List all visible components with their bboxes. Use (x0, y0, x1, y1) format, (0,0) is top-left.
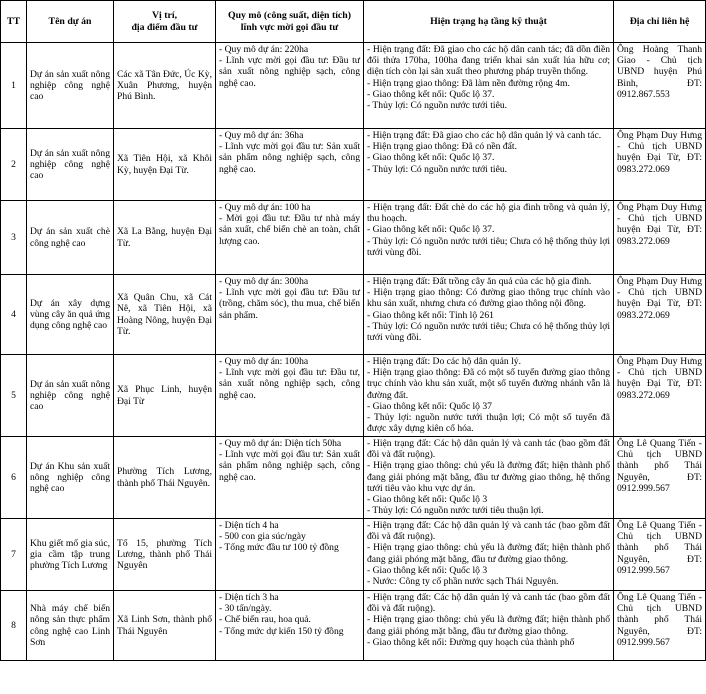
table-row (1, 201, 706, 275)
infra-line: - Hiện trạng giao thông: chủ yếu là đường đất; hiện thành phố đang giải phóng mặt bằng, đầu tư đường giao thông. (367, 614, 610, 637)
project-name: Dự án sản xuất nông nghiệp công nghệ cao (27, 355, 114, 437)
table-row (1, 275, 706, 355)
scale-line: - Diện tích 3 ha (219, 592, 279, 603)
infra-line: - Thủy lợi: Có nguồn nước tưới tiêu; Chưa có hệ thống thủy lợi tưới vùng đồi. (367, 235, 610, 258)
infra-line: - Giao thông kết nối: Đường quy hoạch của thành phố (367, 636, 575, 648)
scale-line: - Quy mô dự án: 100 ha (219, 202, 311, 213)
contact-address: Ông Lê Quang Tiến - Chủ tịch UBND thành phố Thái Nguyên, ĐT: 0912.999.567 (614, 519, 706, 591)
project-location: Phường Tích Lương, thành phố Thái Nguyên. (114, 437, 216, 519)
scale-line: - 500 con gia súc/ngày (219, 531, 306, 543)
infra-line: - Giao thông kết nối: Tỉnh lộ 261 (367, 309, 494, 321)
scale-line: - Quy mô dự án: Diện tích 50ha (219, 438, 342, 449)
infra-line: - Hiện trạng giao thông: Đã có một số tuyến đường giao thông trục chính vào khu sản xuất, một số tuyến đường nhánh vẫn là đường đất. (367, 367, 610, 401)
infra-line: - Giao thông kết nối: Quốc lộ 37 (367, 400, 492, 412)
table-row (1, 355, 706, 437)
header-infra: Hiện trạng hạ tầng kỹ thuật (364, 1, 614, 43)
contact-address: Ông Phạm Duy Hưng - Chủ tịch UBND huyện Đại Từ, ĐT: 0983.272.069 (614, 201, 706, 275)
table-row (1, 437, 706, 519)
project-scale (216, 437, 364, 519)
row-number: 1 (1, 43, 27, 129)
scale-line: - Quy mô dự án: 300ha (219, 276, 309, 287)
project-scale (216, 519, 364, 591)
infra-line: - Giao thông kết nối: Quốc lộ 37. (367, 224, 495, 236)
infra-line: - Hiện trạng giao thông: Có đường giao thông trục chính vào khu sản xuất, nhưng chưa có đường giao thông nội đồng. (367, 287, 610, 310)
infra-line: - Thủy lợi: Có nguồn nước tưới tiêu thuận lợi. (367, 505, 544, 517)
project-name: Dự án Khu sản xuất nông nghiệp công nghệ cao (27, 437, 114, 519)
scale-line: - Chế biến rau, hoa quả. (219, 614, 311, 626)
project-location: Xã La Bằng, huyện Đại Từ. (114, 201, 216, 275)
scale-line: - Lĩnh vực mời gọi đầu tư: Đầu tư sản xuất nông nghiệp sạch, công nghệ cao. (219, 55, 360, 89)
project-location: Tổ 15, phường Tích Lương, thành phố Thái Nguyên (114, 519, 216, 591)
infrastructure-status (364, 129, 614, 201)
infra-line: - Hiện trạng đất: Đất trồng cây ăn quả của các hộ gia đình. (367, 276, 592, 287)
project-name: Dự án xây dựng vùng cây ăn quả ứng dụng công nghệ cao (27, 275, 114, 355)
infra-line: - Hiện trạng đất: Các hộ dân quản lý và canh tác (bao gồm đất đồi và đất ruộng). (367, 438, 610, 461)
header-row (1, 1, 706, 43)
scale-line: - Lĩnh vực mời gọi đầu tư: Sản xuất sản phẩm nông nghiệp sạch, công nghệ cao. (219, 141, 360, 175)
project-name: Khu giết mổ gia súc, gia cầm tập trung phường Tích Lương (27, 519, 114, 591)
infra-line: - Giao thông kết nối: Quốc lộ 37. (367, 152, 495, 164)
row-number: 2 (1, 129, 27, 201)
project-scale (216, 591, 364, 661)
scale-line: - Tổng mức dự kiến 150 tỷ đồng (219, 625, 344, 637)
scale-line: - Quy mô dự án: 36ha (219, 130, 304, 141)
row-number: 3 (1, 201, 27, 275)
infra-line: - Hiện trạng giao thông: Đã có nền đất. (367, 141, 517, 153)
contact-address: Ông Lê Quang Tiến - Chủ tịch UBND thành phố Thái Nguyên, ĐT: 0912.999.567 (614, 437, 706, 519)
scale-line: - Quy mô dự án: 220ha (219, 44, 309, 55)
header-name: Tên dự án (27, 1, 114, 43)
project-scale (216, 129, 364, 201)
scale-line: - 30 tấn/ngày. (219, 603, 272, 615)
table-row (1, 129, 706, 201)
project-scale (216, 43, 364, 129)
infra-line: - Hiện trạng đất: Đã giao cho các hộ dân canh tác; đã dồn điền đổi thửa 170ha, 100ha đang triển khai sản xuất lúa hữu cơ; diện tích còn lại sản xuất theo phương pháp truyền thống. (367, 44, 610, 78)
row-number: 5 (1, 355, 27, 437)
header-location: Vị trí, địa điểm đầu tư (114, 1, 216, 43)
project-location: Xã Phục Linh, huyện Đại Từ (114, 355, 216, 437)
infra-line: - Thủy lợi: Có nguồn nước tưới tiêu; Chưa có hệ thống thủy lợi tưới vùng đồi. (367, 320, 610, 344)
row-number: 8 (1, 591, 27, 661)
infra-line: - Giao thông kết nối: Quốc lộ 37. (367, 88, 495, 100)
infrastructure-status (364, 519, 614, 591)
table-row (1, 43, 706, 129)
contact-address: Ông Phạm Duy Hưng - Chủ tịch UBND huyện Đại Từ, ĐT: 0983.272.069 (614, 355, 706, 437)
project-location: Xã Quân Chu, xã Cát Nê, xã Tiên Hội, xã Hoàng Nông, huyện Đại Từ. (114, 275, 216, 355)
row-number: 6 (1, 437, 27, 519)
project-name: Dự án sản xuất chè công nghệ cao (27, 201, 114, 275)
scale-line: - Lĩnh vực mời gọi đầu tư: Sản xuất sản phẩm nông nghiệp sạch, công nghệ cao. (219, 449, 360, 483)
header-tt: TT (1, 1, 27, 43)
project-scale (216, 201, 364, 275)
infra-line: - Hiện trạng đất: Các hộ dân quản lý và canh tác (bao gồm đất đồi và đất ruộng). (367, 592, 610, 615)
infrastructure-status (364, 437, 614, 519)
infra-line: - Giao thông kết nối: Quốc lộ 3 (367, 564, 488, 576)
project-scale (216, 275, 364, 355)
infra-line: - Hiện trạng đất: Do các hộ dân quản lý. (367, 356, 521, 367)
infra-line: - Thủy lợi: Có nguồn nước tưới tiêu. (367, 100, 508, 112)
project-name: Dự án sản xuất nông nghiệp công nghệ cao (27, 43, 114, 129)
infra-line: - Hiện trạng đất: Đã giao cho các hộ dân quản lý và canh tác. (367, 130, 602, 141)
scale-line: - Diện tích 4 ha (219, 520, 279, 531)
table-row (1, 591, 706, 661)
scale-line: - Mời gọi đầu tư: Đầu tư nhà máy sản xuất, chế biến chè an toàn, chất lượng cao. (219, 213, 360, 247)
row-number: 7 (1, 519, 27, 591)
scale-line: - Lĩnh vực mời gọi đầu tư: Đầu tư, sản xuất nông nghiệp sạch, công nghệ cao. (219, 367, 360, 401)
project-location: Xã Tiên Hội, xã Khôi Kỳ, huyện Đại Từ. (114, 129, 216, 201)
table-row (1, 519, 706, 591)
contact-address: Ông Phạm Duy Hưng - Chủ tịch UBND huyện Đại Từ, ĐT: 0983.272.069 (614, 275, 706, 355)
project-name: Dự án sản xuất nông nghiệp công nghệ cao (27, 129, 114, 201)
infra-line: - Hiện trạng giao thông: chủ yếu là đường đất; hiện thành phố đang giải phóng mặt bằng, đầu tư đường giao thông, hệ thống tưới tiêu vào khu vực dự án. (367, 460, 610, 494)
project-scale (216, 355, 364, 437)
contact-address: Ông Phạm Duy Hưng - Chủ tịch UBND huyện Đại Từ, ĐT: 0983.272.069 (614, 129, 706, 201)
infra-line: - Giao thông kết nối: Quốc lộ 3 (367, 494, 488, 506)
scale-line: - Quy mô dự án: 100ha (219, 356, 309, 367)
infra-line: - Nước: Công ty cổ phần nước sạch Thái Nguyên. (367, 576, 559, 588)
infrastructure-status (364, 591, 614, 661)
header-scale: Quy mô (công suất, diện tích) lĩnh vực mời gọi đầu tư (216, 1, 364, 43)
infrastructure-status (364, 355, 614, 437)
infra-line: - Hiện trạng giao thông: Đã làm nền đường rộng 4m. (367, 77, 570, 89)
project-location: Xã Linh Sơn, thành phố Thái Nguyên (114, 591, 216, 661)
scale-line: - Tổng mức đầu tư 100 tỷ đồng (219, 542, 339, 554)
infrastructure-status (364, 275, 614, 355)
scale-line: - Lĩnh vực mời gọi đầu tư: Đầu tư (trồng, chăm sóc), thu mua, chế biến sản phẩm. (219, 287, 360, 321)
infra-line: - Thủy lợi: nguồn nước tưới thuận lợi; Có một số tuyến đã được xây dựng kiên cố hóa. (367, 412, 610, 435)
project-name: Nhà máy chế biến nông sản thực phẩm công nghệ cao Linh Sơn (27, 591, 114, 661)
row-number: 4 (1, 275, 27, 355)
infra-line: - Hiện trạng đất: Đất chè do các hộ gia đình trồng và quản lý, thu hoạch. (367, 202, 610, 225)
infra-line: - Thủy lợi: Có nguồn nước tưới tiêu. (367, 163, 508, 175)
infrastructure-status (364, 201, 614, 275)
contact-address: Ông Lê Quang Tiến - Chủ tịch UBND thành phố Thái Nguyên, ĐT: 0912.999.567 (614, 591, 706, 661)
header-contact: Địa chỉ liên hệ (614, 1, 706, 43)
project-location: Các xã Tân Đức, Úc Kỳ, Xuân Phương, huyện Phú Bình. (114, 43, 216, 129)
infra-line: - Hiện trạng giao thông: chủ yếu là đường đất; hiện thành phố đang giải phóng mặt bằng, đầu tư đường giao thông. (367, 542, 610, 565)
infrastructure-status (364, 43, 614, 129)
infra-line: - Hiện trạng đất: Các hộ dân quản lý và canh tác (bao gồm đất đồi và đất ruộng). (367, 520, 610, 543)
contact-address: Ông Hoàng Thanh Giao - Chủ tịch UBND huyện Phú Bình, ĐT: 0912.867.553 (614, 43, 706, 129)
